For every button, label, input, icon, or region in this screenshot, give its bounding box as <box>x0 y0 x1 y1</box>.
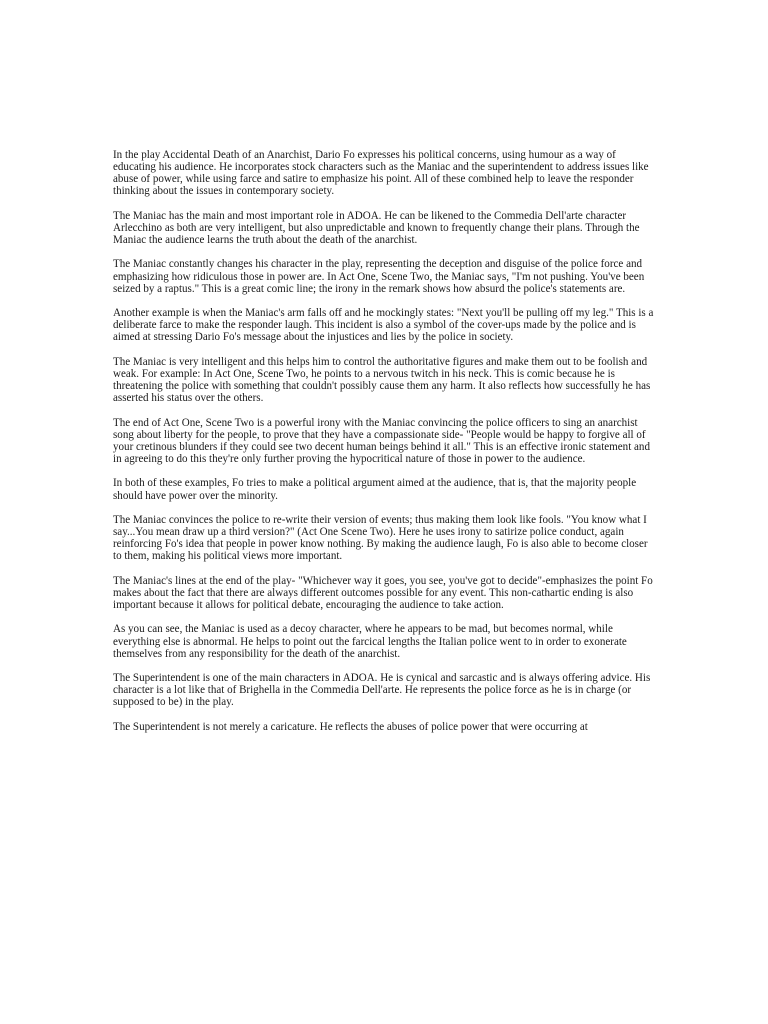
paragraph-superintendent-caricature: The Superintendent is not merely a caricature. He reflects the abuses of police power that were occurring at <box>113 720 588 733</box>
paragraph-political-argument: In both of these examples, Fo tries to make a political argument aimed at the audience, that is, that the majority people should have power over the minority. <box>113 477 637 502</box>
paragraph-rewrite-events: The Maniac convinces the police to re-write their version of events; thus making them look like fools. "You know what I say...You mean draw up a third version?" (Act One Scene Two). Here he uses irony to satirize police conduct, again reinforcing Fo's idea that people in power know nothing. By making the audience laugh, Fo is also able to become closer to them, making his political views more important. <box>113 513 648 563</box>
paragraph-maniac-role: The Maniac has the main and most important role in ADOA. He can be likened to the Commedia Dell'arte character Arlecchino as both are very intelligent, but also unpredictable and known to frequently change their plans. Through the Maniac the audience learns the truth about the death of the anarchist. <box>113 209 640 247</box>
paragraph-maniac-changes: The Maniac constantly changes his character in the play, representing the deception and disguise of the police force and emphasizing how ridiculous those in power are. In Act One, Scene Two, the Maniac says, "I'm not pushing. You've been seized by a raptus." This is a great comic line; the irony in the remark shows how absurd the police's statements are. <box>113 258 645 295</box>
paragraph-maniac-intelligent: The Maniac is very intelligent and this helps him to control the authoritative figures and make them out to be foolish and weak. For example: In Act One, Scene Two, he points to a nervous twitch in his neck. This is comic because he is threatening the police with something that couldn't possibly cause them any harm. It also reflects how successfully he has asserted his status over the others. <box>113 355 651 405</box>
paragraph-intro: In the play Accidental Death of an Anarchist, Dario Fo expresses his political concerns, using humour as a way of educating his audience. He incorporates stock characters such as the Maniac and the superintendent to address issues like abuse of power, while using farce and satire to emphasize his point. All of these combined help to leave the responder thinking about the issues in contemporary society. <box>113 149 649 198</box>
document-body <box>113 149 658 745</box>
paragraph-ending-lines: The Maniac's lines at the end of the play- "Whichever way it goes, you see, you've got to decide"-emphasizes the point Fo makes about the fact that there are always different outcomes possible for any event. This non-cathartic ending is also important because it allows for political debate, encouraging the audience to take action. <box>113 574 653 612</box>
paragraph-act-one-end: The end of Act One, Scene Two is a powerful irony with the Maniac convincing the police officers to sing an anarchist song about liberty for the people, to prove that they have a compassionate side- "People would be happy to forgive all of your cretinous blunders if they could see two decent human beings behind it all." This is an effective ironic statement and in agreeing to do this they're only further proving the hypocritical nature of those in power to the audience. <box>113 416 650 466</box>
paragraph-decoy-character: As you can see, the Maniac is used as a decoy character, where he appears to be mad, but becomes normal, while everything else is abnormal. He helps to point out the farcical lengths the Italian police went to in order to exonerate themselves from any responsibility for the death of the anarchist. <box>113 623 627 660</box>
paragraph-arm-falls-off: Another example is when the Maniac's arm falls off and he mockingly states: "Next you'll be pulling off my leg." This is a deliberate farce to make the responder laugh. This incident is also a symbol of the cover-ups made by the police and is aimed at stressing Dario Fo's message about the injustices and lies by the police in society. <box>113 307 654 344</box>
paragraph-superintendent: The Superintendent is one of the main characters in ADOA. He is cynical and sarcastic and is always offering advice. His character is a lot like that of Brighella in the Commedia Dell'arte. He represents the police force as he is in charge (or supposed to be) in the play. <box>113 672 651 709</box>
